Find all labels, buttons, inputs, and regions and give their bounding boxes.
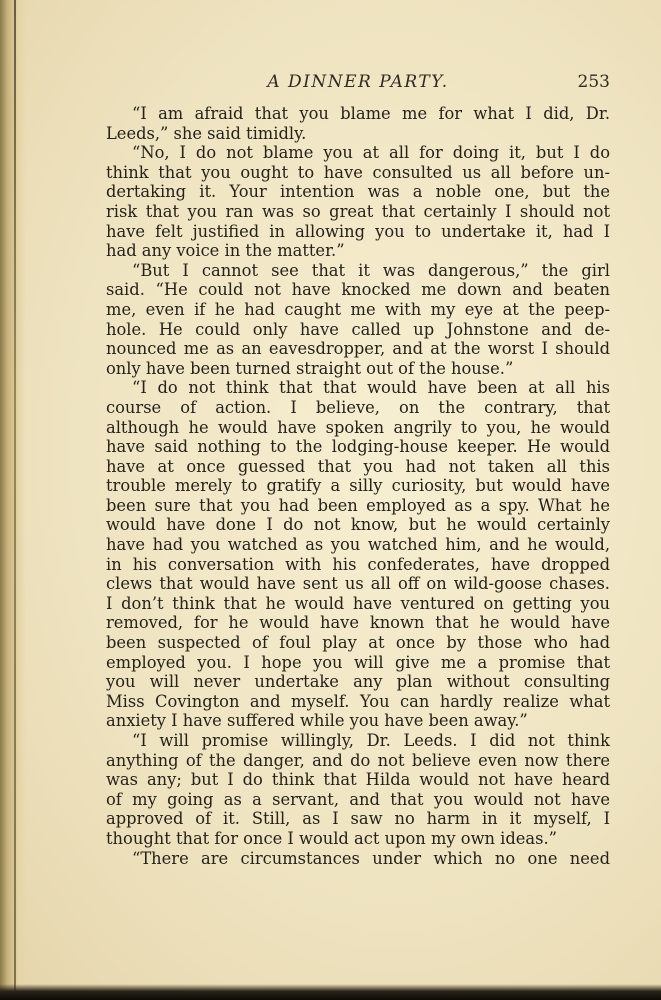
text-line: had any voice in the matter.”: [106, 241, 345, 261]
text-line: risk that you ran was so great that certainly I should not: [106, 201, 610, 221]
text-line: in his conversation with his confederates, have dropped: [106, 554, 610, 574]
body-text: [106, 104, 610, 868]
text-line: Miss Covington and myself. You can hardly realize what: [106, 691, 610, 711]
text-line: clews that would have sent us all off on wild-goose chases.: [106, 574, 610, 594]
binding-edge: [14, 0, 16, 1000]
text-line: have said nothing to the lodging-house keeper. He would: [106, 437, 610, 457]
text-line: approved of it. Still, as I saw no harm in it myself, I: [106, 809, 610, 829]
text-line: employed you. I hope you will give me a promise that: [106, 652, 610, 672]
text-line: was any; but I do think that Hilda would not have heard: [106, 770, 610, 790]
text-line: “I am afraid that you blame me for what I did, Dr.: [132, 104, 610, 123]
text-line: dertaking it. Your intention was a noble one, but the: [106, 182, 610, 202]
text-line: think that you ought to have consulted us all before un-: [106, 162, 610, 182]
text-line: I don’t think that he would have ventured on getting you: [106, 593, 610, 613]
text-line: hole. He could only have called up Johnstone and de-: [106, 319, 610, 339]
text-line: course of action. I believe, on the contrary, that: [106, 397, 610, 417]
text-line: although he would have spoken angrily to you, he would: [106, 417, 610, 437]
text-line: “I do not think that that would have been at all his: [132, 378, 610, 398]
text-line: “But I cannot see that it was dangerous,” the girl: [132, 260, 610, 280]
text-line: nounced me as an eavesdropper, and at the worst I should: [106, 339, 610, 359]
text-line: have at once guessed that you had not taken all this: [106, 456, 610, 476]
running-head: A DINNER PARTY.: [267, 72, 449, 92]
text-line: me, even if he had caught me with my eye at the peep-: [106, 299, 610, 319]
text-line: would have done I do not know, but he would certainly: [106, 515, 610, 535]
text-line: anxiety I have suffered while you have been away.”: [106, 711, 528, 731]
text-line: anything of the danger, and do not believe even now there: [106, 750, 610, 770]
text-line: “I will promise willingly, Dr. Leeds. I did not think: [132, 731, 610, 750]
text-line: “No, I do not blame you at all for doing it, but I do: [132, 143, 610, 163]
text-line: have had you watched as you watched him, and he would,: [106, 535, 610, 555]
text-line: been suspected of foul play at once by those who had: [106, 633, 610, 653]
page-bottom-shadow: [0, 984, 661, 1000]
page-gutter: [0, 0, 26, 1000]
text-line: have felt justified in allowing you to undertake it, had I: [106, 221, 610, 241]
text-line: removed, for he would have known that he would have: [106, 613, 610, 633]
text-line: said. “He could not have knocked me down and beaten: [106, 280, 610, 300]
text-line: thought that for once I would act upon my own ideas.”: [106, 828, 557, 848]
page-number: 253: [577, 72, 610, 92]
text-line: only have been turned straight out of the house.”: [106, 358, 514, 378]
text-line: trouble merely to gratify a silly curiosity, but would have: [106, 476, 610, 496]
page-header: [106, 70, 610, 96]
text-line: Leeds,” she said timidly.: [106, 123, 307, 143]
text-line: “There are circumstances under which no one need: [132, 848, 610, 868]
text-line: of my going as a servant, and that you would not have: [106, 789, 610, 809]
text-line: you will never undertake any plan without consulting: [106, 672, 610, 692]
text-line: been sure that you had been employed as a spy. What he: [106, 495, 610, 515]
